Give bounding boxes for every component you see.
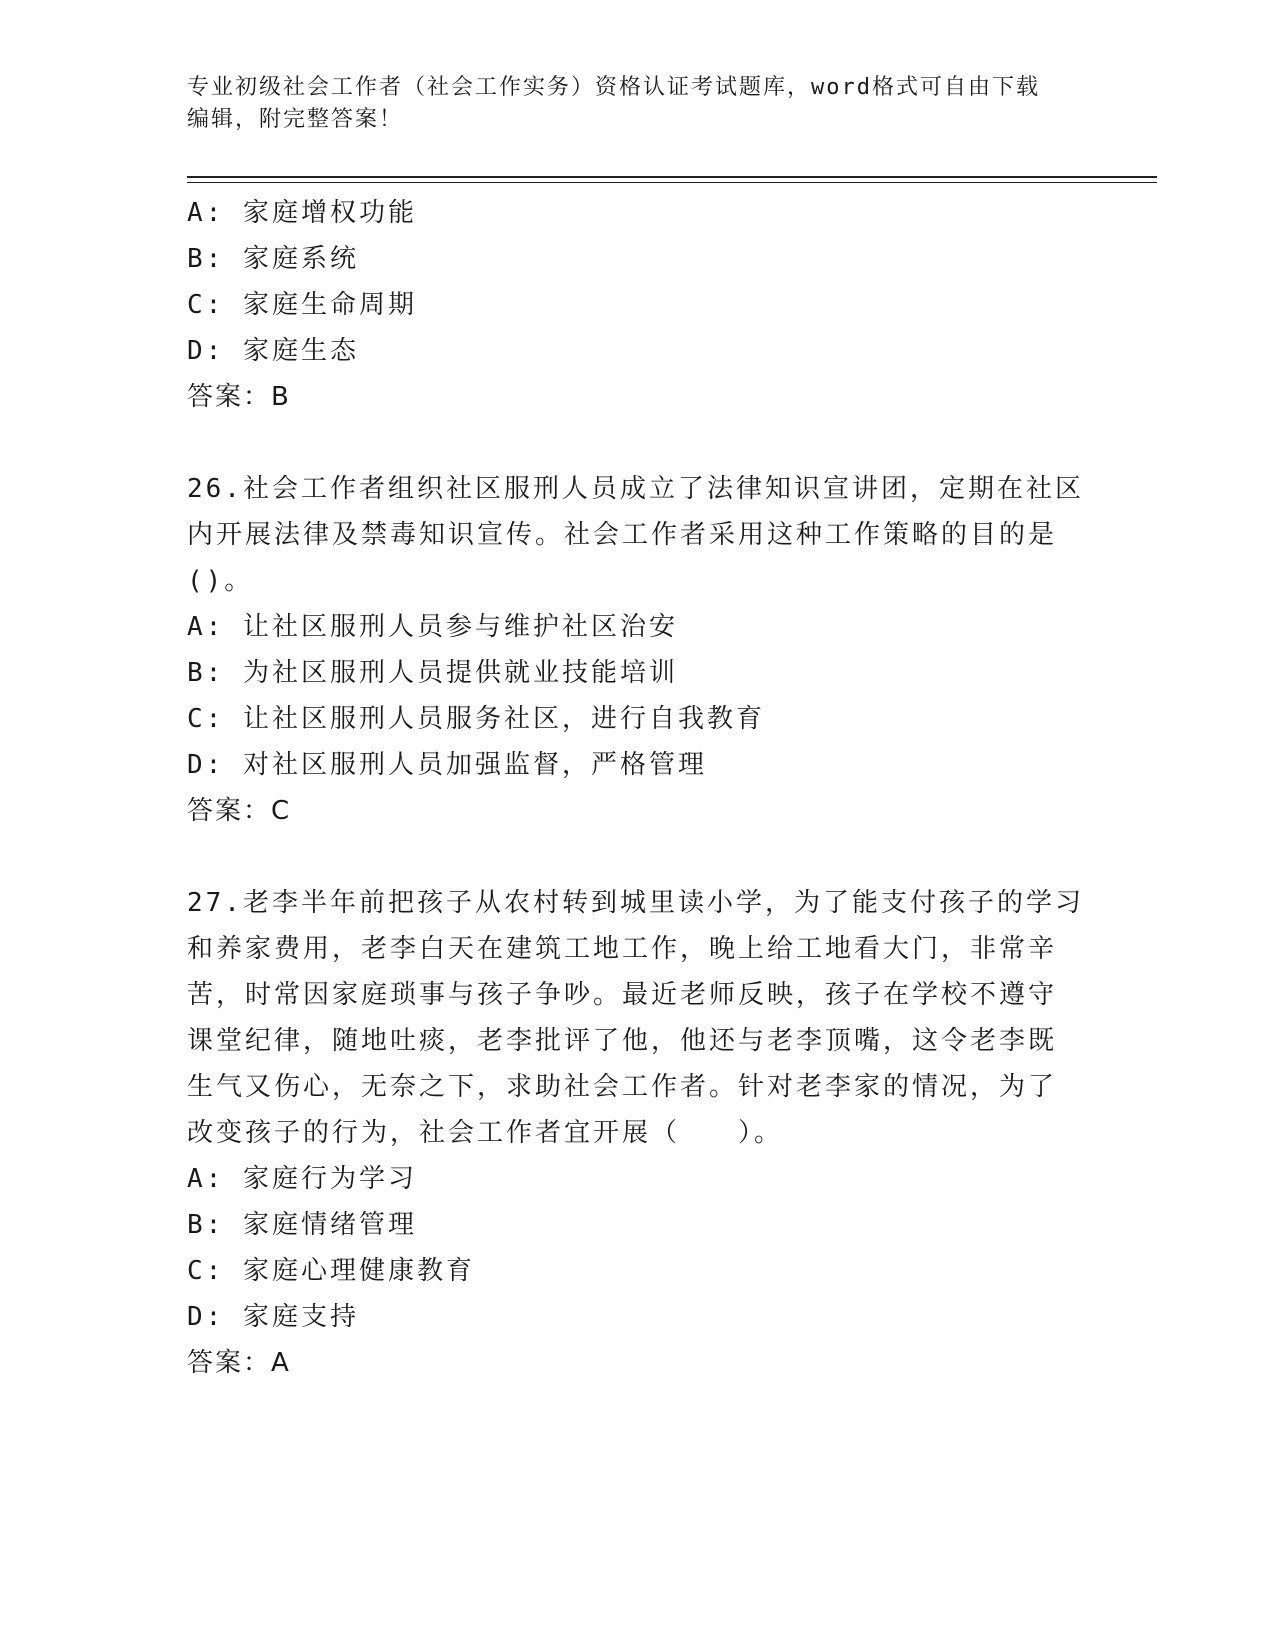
option-d: D: 对社区服刑人员加强监督，严格管理 [187, 750, 707, 780]
question-text-line: 26.社会工作者组织社区服刑人员成立了法律知识宣讲团，定期在社区 [187, 474, 1084, 504]
option-a: A: 家庭增权功能 [187, 198, 417, 228]
answer: 答案：C [187, 796, 292, 826]
spacer [187, 834, 1067, 880]
option-d: D: 家庭生态 [187, 336, 359, 366]
question-text-line: ()。 [187, 566, 254, 596]
option-a: A: 让社区服刑人员参与维护社区治安 [187, 612, 678, 642]
option-d: D: 家庭支持 [187, 1302, 359, 1332]
option-b: B: 家庭系统 [187, 244, 359, 274]
answer: 答案：B [187, 382, 291, 412]
question-text-line: 课堂纪律，随地吐痰，老李批评了他，他还与老李顶嘴，这令老李既 [187, 1026, 1058, 1056]
question-text-line: 改变孩子的行为，社会工作者宜开展（ ）。 [187, 1118, 784, 1148]
option-b: B: 家庭情绪管理 [187, 1210, 417, 1240]
question-26 [187, 466, 1084, 834]
question-list [187, 190, 1084, 1386]
header-rule-thin [187, 182, 1157, 183]
option-a: A: 家庭行为学习 [187, 1164, 417, 1194]
header-line-2: 编辑，附完整答案！ [187, 107, 404, 132]
question-text-line: 和养家费用，老李白天在建筑工地工作，晚上给工地看大门，非常辛 [187, 934, 1058, 964]
question-text-line: 生气又伤心，无奈之下，求助社会工作者。针对老李家的情况，为了 [187, 1072, 1058, 1102]
option-c: C: 家庭生命周期 [187, 290, 417, 320]
header-line-1: 专业初级社会工作者（社会工作实务）资格认证考试题库，word格式可自由下载 [187, 75, 1040, 100]
question-text-line: 内开展法律及禁毒知识宣传。社会工作者采用这种工作策略的目的是 [187, 520, 1058, 550]
option-c: C: 让社区服刑人员服务社区，进行自我教育 [187, 704, 765, 734]
question-27 [187, 880, 1084, 1386]
spacer [187, 420, 1067, 466]
header-rule-thick [187, 176, 1157, 178]
answer: 答案：A [187, 1348, 291, 1378]
question-text-line: 27.老李半年前把孩子从农村转到城里读小学，为了能支付孩子的学习 [187, 888, 1084, 918]
option-b: B: 为社区服刑人员提供就业技能培训 [187, 658, 678, 688]
option-c: C: 家庭心理健康教育 [187, 1256, 475, 1286]
question-text-line: 苦，时常因家庭琐事与孩子争吵。最近老师反映，孩子在学校不遵守 [187, 980, 1058, 1010]
question-25 [187, 190, 1067, 420]
document-header [187, 72, 1087, 136]
